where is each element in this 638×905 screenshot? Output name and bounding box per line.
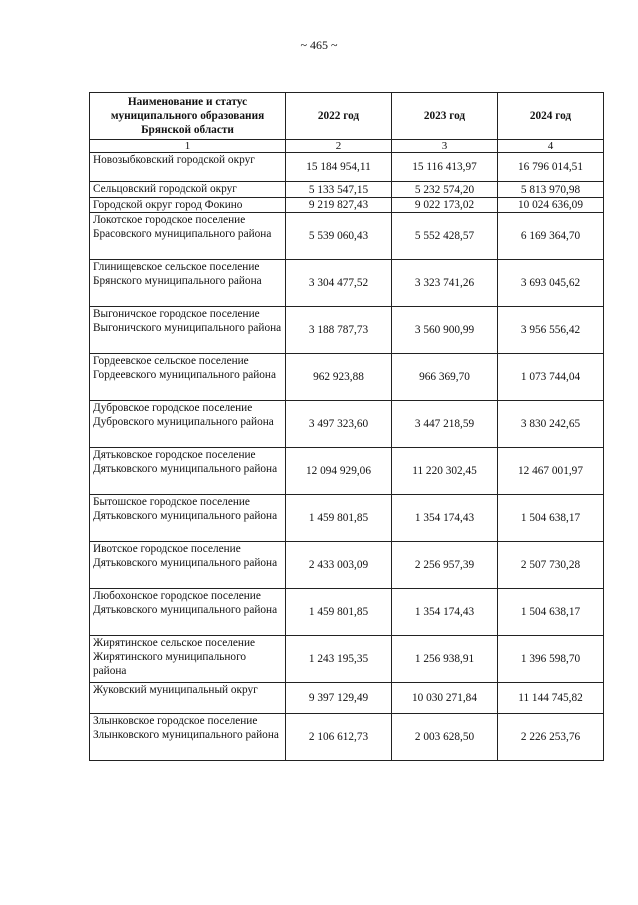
value-2022-cell: 3 497 323,60 [286, 401, 392, 448]
municipality-name-cell: Глинищевское сельское поселение Брянского муниципального района [90, 260, 286, 307]
municipality-name-cell: Выгоничское городское поселение Выгоничского муниципального района [90, 307, 286, 354]
table-row [90, 542, 604, 589]
table-row [90, 182, 604, 198]
header-2022: 2022 год [286, 93, 392, 140]
value-2024-cell: 3 693 045,62 [498, 260, 604, 307]
value-2023-cell: 2 003 628,50 [392, 714, 498, 761]
value-2023-cell: 966 369,70 [392, 354, 498, 401]
municipality-name-cell: Бытошское городское поселение Дятьковского муниципального района [90, 495, 286, 542]
value-2022-cell: 2 106 612,73 [286, 714, 392, 761]
table-row [90, 683, 604, 714]
value-2023-cell: 2 256 957,39 [392, 542, 498, 589]
value-2024-cell: 1 504 638,17 [498, 495, 604, 542]
municipality-name-cell: Дубровское городское поселение Дубровского муниципального района [90, 401, 286, 448]
value-2022-cell: 3 188 787,73 [286, 307, 392, 354]
municipality-name-cell: Городской округ город Фокино [90, 198, 286, 213]
value-2022-cell: 5 133 547,15 [286, 182, 392, 198]
value-2024-cell: 16 796 014,51 [498, 153, 604, 182]
table-row [90, 354, 604, 401]
table-row [90, 448, 604, 495]
municipality-name-cell: Злынковское городское поселение Злынковского муниципального района [90, 714, 286, 761]
value-2023-cell: 10 030 271,84 [392, 683, 498, 714]
value-2024-cell: 1 396 598,70 [498, 636, 604, 683]
municipality-name-cell: Новозыбковский городской округ [90, 153, 286, 182]
value-2022-cell: 9 219 827,43 [286, 198, 392, 213]
table-row [90, 714, 604, 761]
value-2023-cell: 5 232 574,20 [392, 182, 498, 198]
column-index: 3 [392, 140, 498, 153]
value-2023-cell: 1 256 938,91 [392, 636, 498, 683]
municipality-name-cell: Жуковский муниципальный округ [90, 683, 286, 714]
page-number: ~ 465 ~ [300, 38, 338, 52]
table-row [90, 636, 604, 683]
value-2023-cell: 1 354 174,43 [392, 495, 498, 542]
value-2024-cell: 1 504 638,17 [498, 589, 604, 636]
value-2022-cell: 1 243 195,35 [286, 636, 392, 683]
table-row [90, 307, 604, 354]
value-2022-cell: 3 304 477,52 [286, 260, 392, 307]
value-2023-cell: 3 560 900,99 [392, 307, 498, 354]
value-2022-cell: 2 433 003,09 [286, 542, 392, 589]
municipality-name-cell: Ивотское городское поселение Дятьковского муниципального района [90, 542, 286, 589]
value-2024-cell: 11 144 745,82 [498, 683, 604, 714]
municipality-name-cell: Любохонское городское поселение Дятьковского муниципального района [90, 589, 286, 636]
table-header [90, 93, 604, 153]
value-2023-cell: 3 323 741,26 [392, 260, 498, 307]
table-body [90, 153, 604, 761]
column-index-row [90, 140, 604, 153]
value-2022-cell: 12 094 929,06 [286, 448, 392, 495]
table-row [90, 589, 604, 636]
value-2024-cell: 1 073 744,04 [498, 354, 604, 401]
value-2024-cell: 3 956 556,42 [498, 307, 604, 354]
municipality-name-cell: Локотское городское поселение Брасовского муниципального района [90, 213, 286, 260]
column-index: 1 [90, 140, 286, 153]
value-2022-cell: 1 459 801,85 [286, 589, 392, 636]
column-index: 4 [498, 140, 604, 153]
value-2023-cell: 5 552 428,57 [392, 213, 498, 260]
value-2022-cell: 5 539 060,43 [286, 213, 392, 260]
header-2023: 2023 год [392, 93, 498, 140]
value-2022-cell: 9 397 129,49 [286, 683, 392, 714]
table-row [90, 153, 604, 182]
table-row [90, 495, 604, 542]
value-2024-cell: 10 024 636,09 [498, 198, 604, 213]
value-2024-cell: 12 467 001,97 [498, 448, 604, 495]
value-2023-cell: 9 022 173,02 [392, 198, 498, 213]
table-row [90, 260, 604, 307]
municipality-name-cell: Жирятинское сельское поселение Жирятинского муниципального района [90, 636, 286, 683]
column-index: 2 [286, 140, 392, 153]
budget-table [89, 92, 604, 761]
value-2023-cell: 1 354 174,43 [392, 589, 498, 636]
header-name: Наименование и статус муниципального образования Брянской области [90, 93, 286, 140]
table-row [90, 401, 604, 448]
value-2022-cell: 1 459 801,85 [286, 495, 392, 542]
municipality-name-cell: Сельцовский городской округ [90, 182, 286, 198]
value-2023-cell: 11 220 302,45 [392, 448, 498, 495]
value-2022-cell: 15 184 954,11 [286, 153, 392, 182]
table-row [90, 198, 604, 213]
value-2024-cell: 3 830 242,65 [498, 401, 604, 448]
value-2022-cell: 962 923,88 [286, 354, 392, 401]
value-2024-cell: 5 813 970,98 [498, 182, 604, 198]
municipality-name-cell: Гордеевское сельское поселение Гордеевского муниципального района [90, 354, 286, 401]
value-2023-cell: 3 447 218,59 [392, 401, 498, 448]
value-2024-cell: 2 226 253,76 [498, 714, 604, 761]
municipality-name-cell: Дятьковское городское поселение Дятьковского муниципального района [90, 448, 286, 495]
value-2024-cell: 6 169 364,70 [498, 213, 604, 260]
header-2024: 2024 год [498, 93, 604, 140]
table-row [90, 213, 604, 260]
value-2023-cell: 15 116 413,97 [392, 153, 498, 182]
value-2024-cell: 2 507 730,28 [498, 542, 604, 589]
